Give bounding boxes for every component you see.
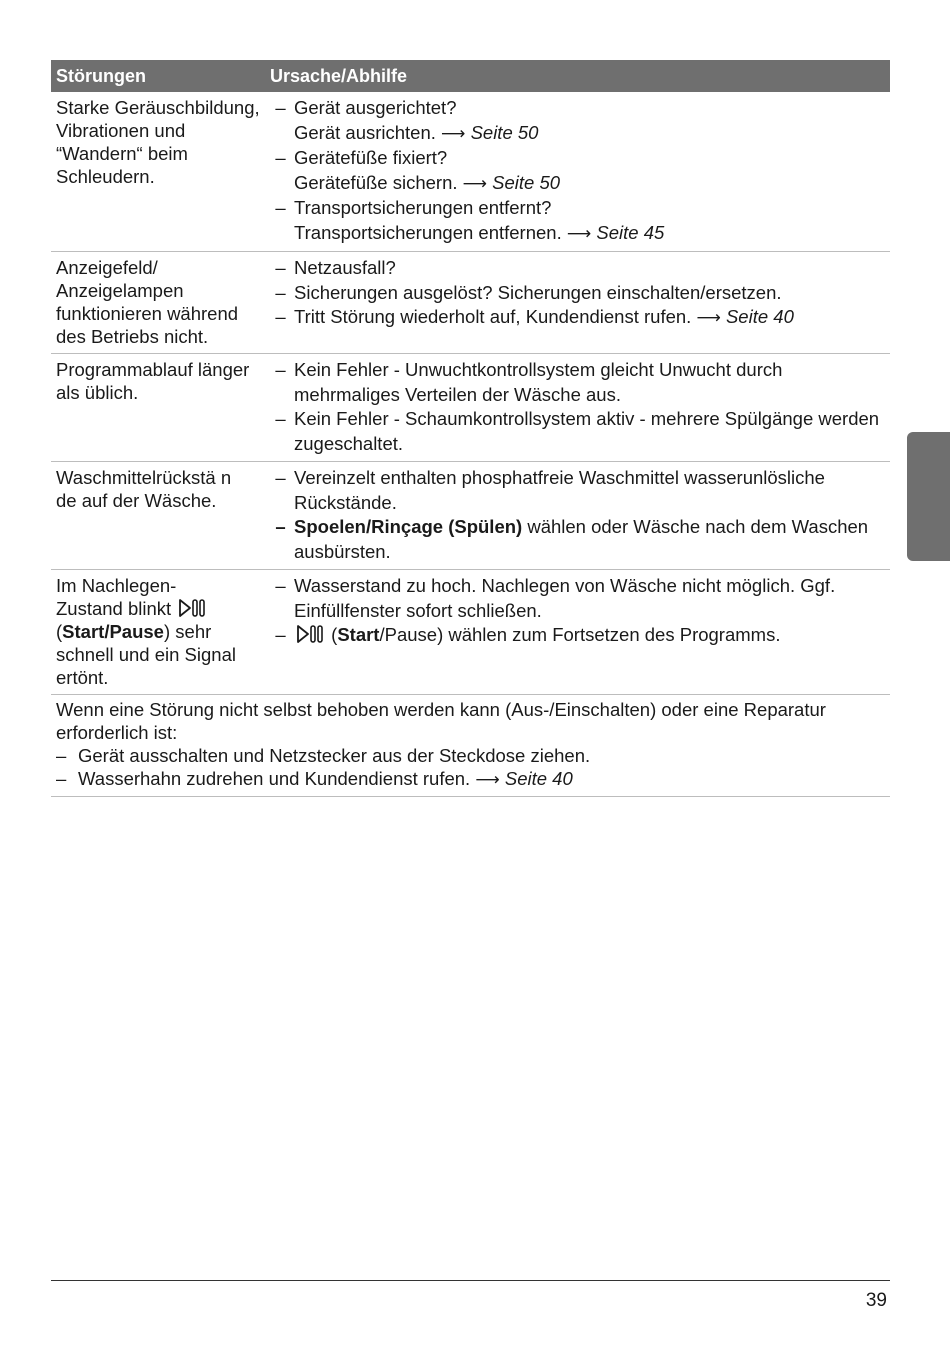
page-number: 39 <box>865 1290 887 1311</box>
list-item <box>266 281 890 306</box>
dash: – <box>275 197 286 218</box>
start-pause-icon <box>296 624 324 644</box>
remedy-cell <box>266 96 890 246</box>
table-row <box>51 92 890 252</box>
arrow-icon: ⟶ <box>696 308 721 327</box>
slash: / <box>104 621 110 642</box>
problem-cell: Waschmittelrückstä nde auf der Wäsche. <box>56 467 232 511</box>
page-reference: Seite 45 <box>596 221 665 243</box>
list-item <box>266 196 890 246</box>
paren-open: ( <box>56 621 63 642</box>
problem-text: ) sehr schnell und ein Signal ertönt. <box>56 621 236 688</box>
list-item <box>266 96 890 146</box>
list-item <box>266 574 890 623</box>
table-row <box>51 462 890 570</box>
header-stoerungen: Störungen <box>56 65 146 86</box>
problem-cell: Starke Geräuschbildung, Vibrationen und “Wandern“ beim Schleudern. <box>56 97 260 187</box>
note-text: Wasserhahn zudrehen und Kundendienst rufen. <box>78 768 471 789</box>
arrow-icon: ⟶ <box>475 770 500 789</box>
list-item <box>56 767 890 791</box>
remedy-text: Wasserstand zu hoch. Nachlegen von Wäsche nicht möglich. Ggf. Einfüllfenster sofort schließen. <box>294 575 836 621</box>
list-item <box>266 515 890 564</box>
start-label: Start <box>62 621 105 642</box>
cause-question: Transportsicherungen entfernt? <box>294 197 552 218</box>
list-item <box>266 623 890 648</box>
paren-open: ( <box>331 624 338 645</box>
start-label: Start <box>337 624 380 645</box>
dash: – <box>275 359 286 380</box>
list-item <box>266 407 890 456</box>
remedy-text: wählen oder Wäsche nach dem Waschen ausbürsten. <box>294 516 869 562</box>
list-item <box>266 358 890 407</box>
remedy-text: Gerät ausrichten. <box>294 121 436 143</box>
dash: – <box>275 147 286 168</box>
arrow-icon: ⟶ <box>462 173 488 193</box>
remedy-cell <box>266 358 890 456</box>
remedy-text: Sicherungen ausgelöst? Sicherungen einschalten/ersetzen. <box>294 281 782 303</box>
general-note <box>51 695 890 797</box>
dash: – <box>275 624 286 645</box>
remedy-cell <box>266 574 890 689</box>
remedy-text: Gerätefüße sichern. <box>294 171 458 193</box>
remedy-cell <box>266 466 890 564</box>
pause-label: Pause <box>109 621 164 642</box>
list-item <box>266 256 890 281</box>
note-intro: Wenn eine Störung nicht selbst behoben werden kann (Aus-/Einschalten) oder eine Reparatur erforderlich ist: <box>56 699 826 743</box>
arrow-icon: ⟶ <box>441 123 466 143</box>
cause-question: Gerät ausgerichtet? <box>294 97 457 118</box>
remedy-text: Kein Fehler - Unwuchtkontrollsystem gleicht Unwucht durch mehrmaliges Verteilen der Wäsche aus. <box>294 359 783 405</box>
remedy-cell <box>266 256 890 348</box>
table-row <box>51 252 890 354</box>
dash: – <box>275 97 286 118</box>
problem-cell: Anzeigefeld/ Anzeigelampen funktionieren während des Betriebs nicht. <box>56 257 239 347</box>
dash: – <box>56 745 67 766</box>
list-item <box>56 744 890 767</box>
dash: – <box>56 768 67 789</box>
dash: – <box>275 467 286 488</box>
problem-cell: Programmablauf länger als üblich. <box>56 359 250 403</box>
page-reference: Seite 40 <box>725 306 794 327</box>
start-pause-icon <box>178 598 206 618</box>
remedy-text: Vereinzelt enthalten phosphatfreie Waschmittel wasserunlösliche Rückstände. <box>294 467 825 513</box>
problem-cell <box>51 574 266 689</box>
list-item <box>266 146 890 196</box>
page-reference: Seite 50 <box>470 121 539 143</box>
footer-rule <box>51 1280 890 1281</box>
chapter-tab <box>907 432 950 561</box>
table-row <box>51 570 890 695</box>
problem-text: Im Nachlegen-Zustand blinkt <box>56 575 177 619</box>
remedy-text: /Pause) wählen zum Fortsetzen des Programms. <box>379 624 781 645</box>
program-name: Spoelen/Rinçage (Spülen) <box>294 516 523 537</box>
dash: – <box>275 281 286 303</box>
arrow-icon: ⟶ <box>566 223 592 243</box>
table-header <box>51 60 890 92</box>
dash: – <box>275 516 286 537</box>
header-ursache-abhilfe: Ursache/Abhilfe <box>270 65 408 86</box>
dash: – <box>275 408 286 429</box>
page-reference: Seite 40 <box>504 768 573 789</box>
troubleshooting-table <box>51 60 890 797</box>
remedy-text: Transportsicherungen entfernen. <box>294 221 562 243</box>
table-row <box>51 354 890 462</box>
list-item <box>266 466 890 515</box>
list-item <box>266 305 890 331</box>
dash: – <box>275 306 286 327</box>
dash: – <box>275 257 286 278</box>
cause-question: Gerätefüße fixiert? <box>294 147 448 168</box>
note-text: Gerät ausschalten und Netzstecker aus der Steckdose ziehen. <box>78 745 591 766</box>
remedy-text: Kein Fehler - Schaumkontrollsystem aktiv - mehrere Spülgänge werden zugeschaltet. <box>294 408 880 454</box>
dash: – <box>275 575 286 596</box>
remedy-text: Tritt Störung wiederholt auf, Kundendienst rufen. <box>294 306 692 327</box>
remedy-text: Netzausfall? <box>294 257 396 278</box>
page-reference: Seite 50 <box>492 171 561 193</box>
